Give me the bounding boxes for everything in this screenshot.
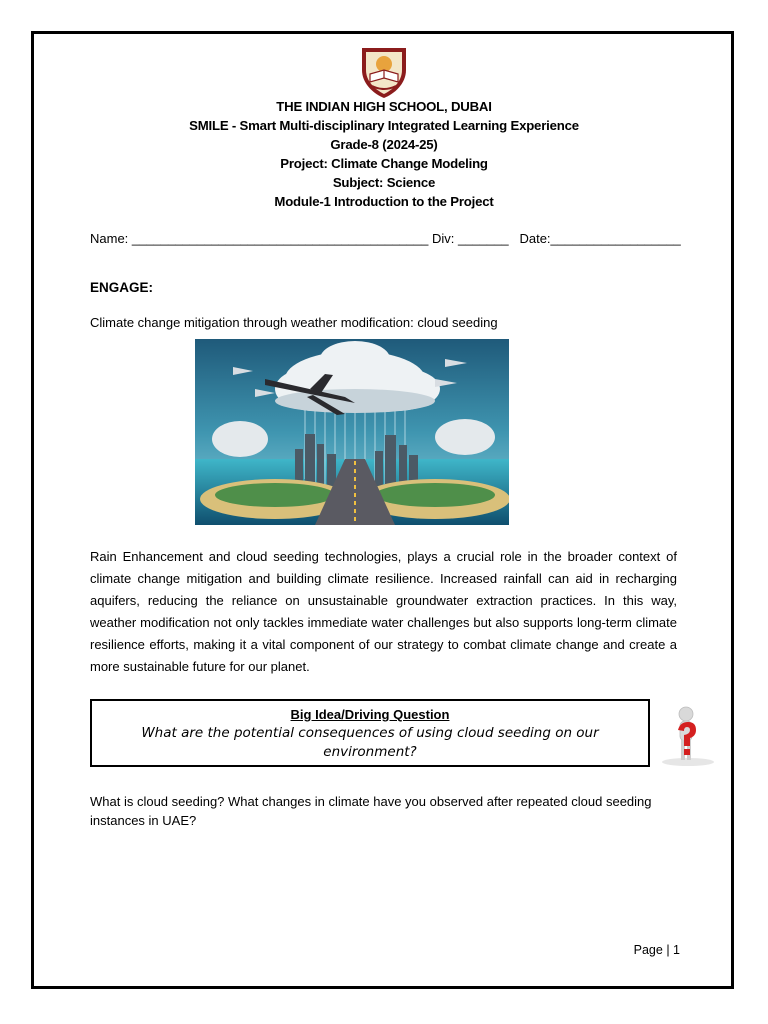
prompt-question: What is cloud seeding? What changes in climate have you observed after repeated cloud seeding instances in UAE? — [90, 794, 652, 828]
project-line: Project: Climate Change Modeling — [280, 156, 488, 171]
page-separator: | — [666, 943, 670, 957]
engage-heading: ENGAGE: — [90, 280, 154, 295]
program-name: SMILE - Smart Multi-disciplinary Integrated Learning Experience — [189, 118, 579, 133]
big-idea-title: Big Idea/Driving Question — [290, 707, 450, 722]
question-mark-figure-icon — [658, 704, 718, 768]
big-idea-box — [90, 699, 650, 767]
cloud-seeding-illustration — [195, 339, 509, 525]
engage-paragraph: Rain Enhancement and cloud seeding technologies, plays a crucial role in the broader context of climate change mitigation and building climate resilience. Increased rainfall can aid in recharging aquifers, reducing the reliance on unsustainable groundwater extraction practices. In this way, weather modification not only tackles immediate water challenges but also supports long-term climate resilience efforts, making it a vital component of our strategy to combat climate change and create a more sustainable future for our planet. — [90, 549, 677, 674]
div-field[interactable]: _______ — [458, 231, 509, 246]
school-name: THE INDIAN HIGH SCHOOL, DUBAI — [276, 99, 492, 114]
driving-question: What are the potential consequences of using cloud seeding on our environment? — [141, 725, 599, 760]
name-label: Name: — [90, 231, 129, 246]
module-line: Module-1 Introduction to the Project — [274, 194, 494, 209]
document-header — [90, 97, 678, 211]
engage-intro: Climate change mitigation through weather modification: cloud seeding — [90, 315, 498, 330]
name-field[interactable]: _________________________________________ — [131, 231, 429, 246]
page-number: 1 — [673, 943, 680, 957]
student-info-line — [90, 231, 690, 246]
subject-line: Subject: Science — [332, 175, 436, 190]
div-label: Div: — [431, 231, 455, 246]
date-label: Date: — [519, 231, 551, 246]
page-footer — [620, 943, 680, 957]
school-crest-icon — [356, 44, 412, 100]
page-label: Page — [633, 943, 663, 957]
grade-line: Grade-8 (2024-25) — [330, 137, 438, 152]
date-field[interactable]: __________________ — [550, 231, 681, 246]
